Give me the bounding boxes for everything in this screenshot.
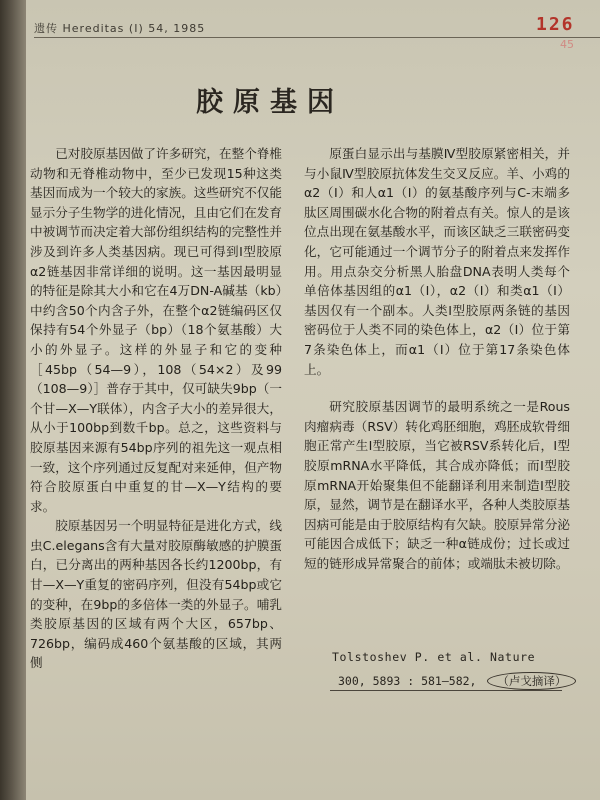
journal-header: 遗传 Hereditas (I) 54, 1985 [34,22,206,35]
reference-authors: Tolstoshev P. et al. Nature [332,650,536,664]
reference-translator: （卢戈摘译） [487,672,576,690]
left-column [30,144,282,673]
reference-citation: 300, 5893 : 581—582, [338,674,477,688]
right-paragraph-2: 研究胶原基因调节的最明系统之一是Rous肉瘤病毒（RSV）转化鸡胚细胞，鸡胚成软骨细胞正常产生Ⅰ型胶原，当它被RSV系转化后，Ⅰ型胶原mRNA水平降低，其合成亦降低；而Ⅰ型胶原mRNA开始聚集但不能翻译利用来制造Ⅰ型胶原，显然，调节是在翻译水平，各种人类胶原基因病可能是由于胶原结构有欠缺。胶原异常分泌可能因合成低下；缺乏一种α链成份；过长或过短的链形成异常聚合的前体；或端肽未被切除。 [304,399,570,571]
book-binding [0,0,26,800]
left-paragraph-2: 胶原基因另一个明显特征是进化方式，线虫C.elegans含有大量对胶原酶敏感的护膜蛋白，已分离出的两种基因各长约1200bp，有甘—X—Y重复的密码序列，但没有54bp或它的变种，在9bp的多倍体一类的外显子。哺乳类胶原基因的区域有两个大区，657bp、726bp，编码成460个氨基酸的区域，其两侧 [30,518,282,671]
pencil-page-mark: 45 [560,38,574,51]
article-title: 胶原基因 [196,87,344,118]
right-column [304,144,570,573]
page-number: 126 [536,14,575,35]
header-rule [34,37,600,38]
reference-citation-line [338,672,576,690]
reference-underline [330,690,562,691]
right-paragraph-1: 原蛋白显示出与基膜Ⅳ型胶原紧密相关，并与小鼠Ⅳ型胶原抗体发生交叉反应。羊、小鸡的α2（Ⅰ）和人α1（Ⅰ）的氨基酸序列与C-末端多肽区周围碳水化合物的附着点有关。惊人的是该位点出现在氨基酸水平，而该区缺乏三联密码变化，它可能通过一个调节分子的附着点来发挥作用。用点杂交分析黑人胎盘DNA表明人类每个单倍体基因组的α1（Ⅰ），α2（Ⅰ）和类α1（Ⅰ）基因仅有一个副本。人类Ⅰ型胶原两条链的基因密码位于人类不同的染色体上，α2（Ⅰ）位于第7条染色体上，而α1（Ⅰ）位于第17条染色体上。 [304,146,570,377]
left-paragraph-1: 已对胶原基因做了许多研究，在整个脊椎动物和无脊椎动物中，至少已发现15种这类基因而成为一个较大的家族。这些研究不仅能显示分子生物学的进化情况，且由它们在发育中被调节而决定着大部份组织结构的完整性并涉及到许多人类基因病。现已可得到Ⅰ型胶原α2链基因非常详细的说明。这一基因最明显的特征是除其大小和它在4万DN-A碱基（kb）中约含50个内含子外，在整个α2链编码区仅保持有54个外显子（bp）（18个氨基酸）大小的外显子。这样的外显子和它的变种［45bp（54—9），108（54×2）及99（108—9）］普存于其中，仅可缺失9bp（一个甘—X—Y联体），内含子大小的差异很大，从小于100bp到数千bp。总之，这些资料与胶原基因来源有54bp序列的祖先这一观点相一致，这个序列通过反复配对来延伸，但产物符合胶原蛋白中重复的甘—X—Y结构的要求。 [30,146,282,514]
